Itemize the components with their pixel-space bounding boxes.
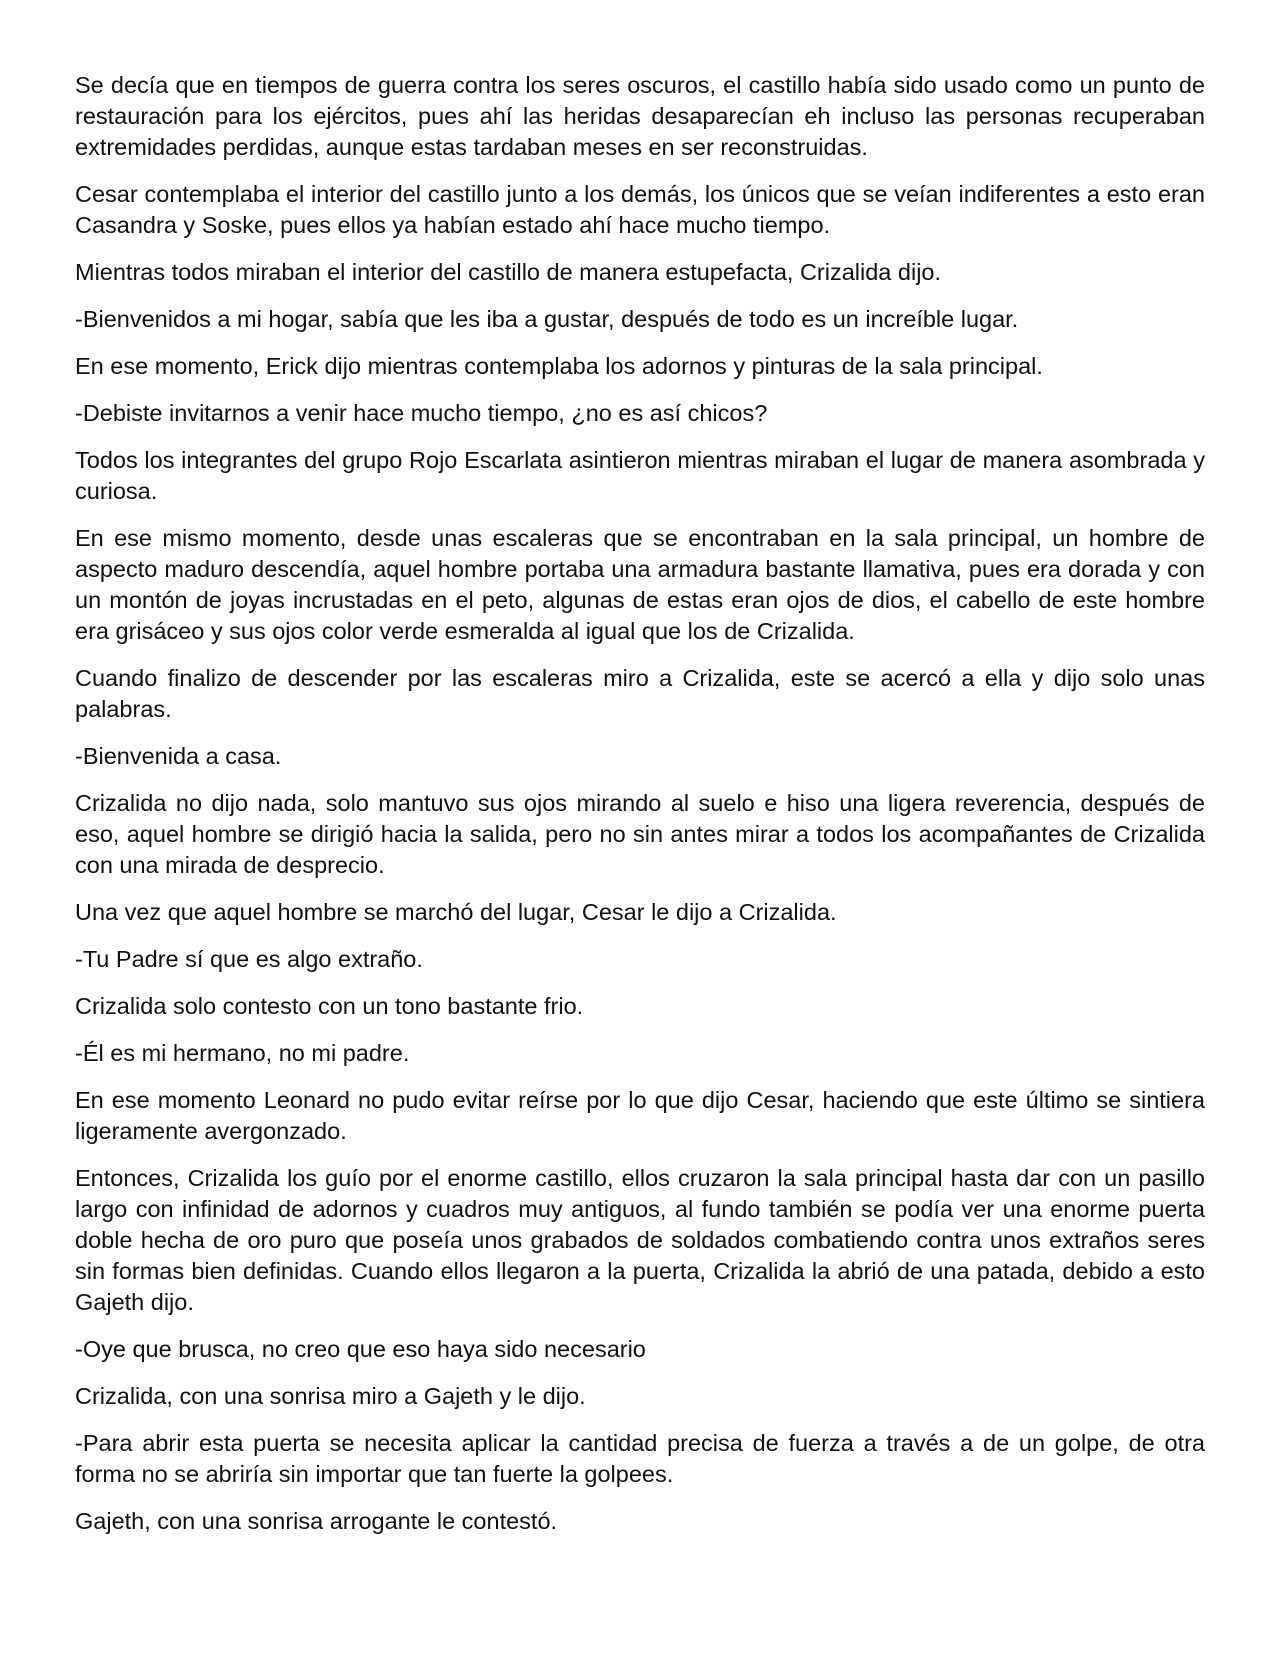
paragraph: Gajeth, con una sonrisa arrogante le contestó. <box>75 1508 558 1534</box>
paragraph: Crizalida no dijo nada, solo mantuvo sus ojos mirando al suelo e hiso una ligera reverencia, después de eso, aquel hombre se dirigió hacia la salida, pero no sin antes mirar a todos los acompañantes de Crizalida con una mirada de desprecio. <box>75 790 1205 878</box>
paragraph: Una vez que aquel hombre se marchó del lugar, Cesar le dijo a Crizalida. <box>75 899 837 925</box>
document-body <box>75 70 1205 1553</box>
paragraph: Todos los integrantes del grupo Rojo Escarlata asintieron mientras miraban el lugar de manera asombrada y curiosa. <box>75 447 1205 504</box>
paragraph: -Bienvenidos a mi hogar, sabía que les iba a gustar, después de todo es un increíble lugar. <box>75 306 1019 332</box>
paragraph: Se decía que en tiempos de guerra contra los seres oscuros, el castillo había sido usado como un punto de restauración para los ejércitos, pues ahí las heridas desaparecían eh incluso las personas recuperaban extremidades perdidas, aunque estas tardaban meses en ser reconstruidas. <box>75 72 1205 160</box>
paragraph: Cuando finalizo de descender por las escaleras miro a Crizalida, este se acercó a ella y dijo solo unas palabras. <box>75 665 1205 722</box>
paragraph: Crizalida solo contesto con un tono bastante frio. <box>75 993 584 1019</box>
paragraph: Entonces, Crizalida los guío por el enorme castillo, ellos cruzaron la sala principal hasta dar con un pasillo largo con infinidad de adornos y cuadros muy antiguos, al fundo también se podía ver una enorme puerta doble hecha de oro puro que poseía unos grabados de soldados combatiendo contra unos extraños seres sin formas bien definidas. Cuando ellos llegaron a la puerta, Crizalida la abrió de una patada, debido a esto Gajeth dijo. <box>75 1165 1205 1315</box>
paragraph: Cesar contemplaba el interior del castillo junto a los demás, los únicos que se veían indiferentes a esto eran Casandra y Soske, pues ellos ya habían estado ahí hace mucho tiempo. <box>75 181 1205 238</box>
paragraph: En ese momento Leonard no pudo evitar reírse por lo que dijo Cesar, haciendo que este último se sintiera ligeramente avergonzado. <box>75 1087 1205 1144</box>
paragraph: -Él es mi hermano, no mi padre. <box>75 1040 410 1066</box>
paragraph: -Para abrir esta puerta se necesita aplicar la cantidad precisa de fuerza a través a de un golpe, de otra forma no se abriría sin importar que tan fuerte la golpees. <box>75 1430 1205 1487</box>
paragraph: En ese momento, Erick dijo mientras contemplaba los adornos y pinturas de la sala principal. <box>75 353 1043 379</box>
paragraph: -Oye que brusca, no creo que eso haya sido necesario <box>75 1336 646 1362</box>
paragraph: -Tu Padre sí que es algo extraño. <box>75 946 423 972</box>
paragraph: En ese mismo momento, desde unas escaleras que se encontraban en la sala principal, un hombre de aspecto maduro descendía, aquel hombre portaba una armadura bastante llamativa, pues era dorada y con un montón de joyas incrustadas en el peto, algunas de estas eran ojos de dios, el cabello de este hombre era grisáceo y sus ojos color verde esmeralda al igual que los de Crizalida. <box>75 525 1205 644</box>
paragraph: Crizalida, con una sonrisa miro a Gajeth y le dijo. <box>75 1383 586 1409</box>
paragraph: -Bienvenida a casa. <box>75 743 282 769</box>
paragraph: Mientras todos miraban el interior del castillo de manera estupefacta, Crizalida dijo. <box>75 259 942 285</box>
paragraph: -Debiste invitarnos a venir hace mucho tiempo, ¿no es así chicos? <box>75 400 768 426</box>
